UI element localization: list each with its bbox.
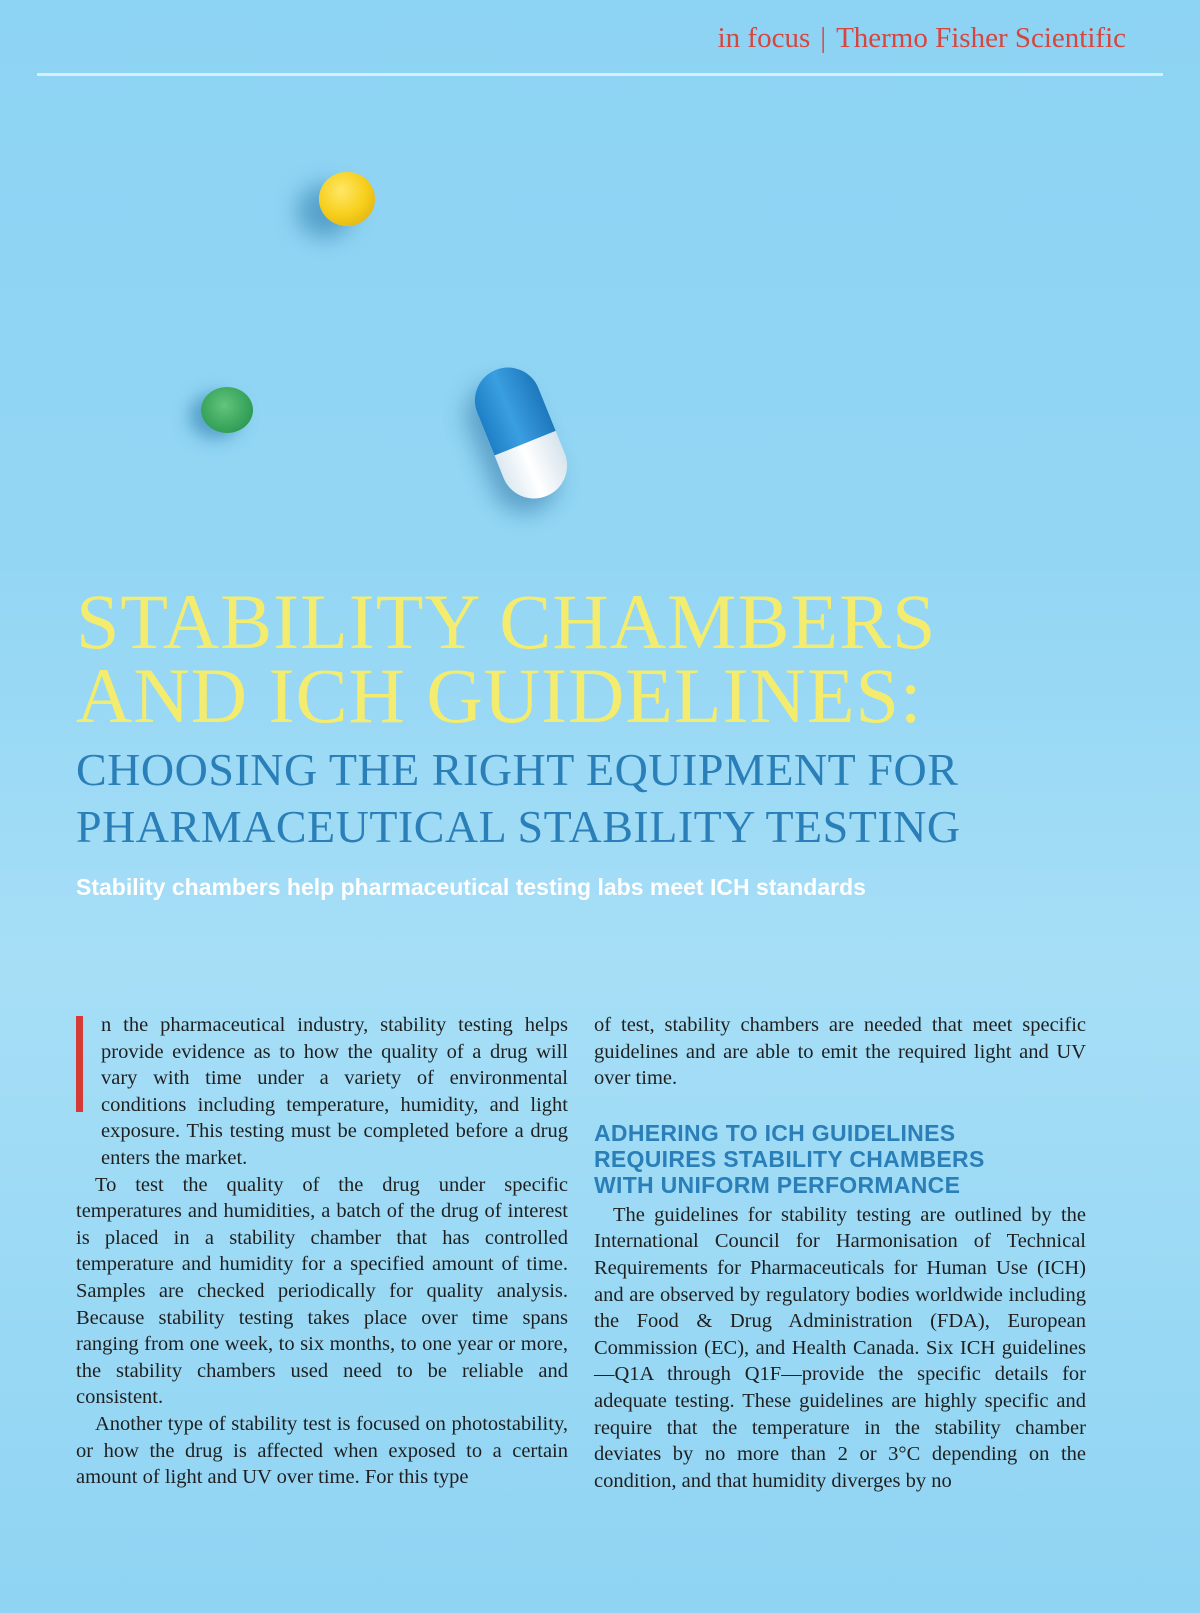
section-heading-line-1: ADHERING TO ICH GUIDELINES [594,1119,956,1146]
yellow-pill-image [319,172,375,226]
dropcap-bar [76,1016,83,1112]
running-header [718,22,1126,55]
header-rule [37,73,1163,76]
article-subtitle [76,741,961,855]
green-pill-image [201,387,253,433]
header-company: Thermo Fisher Scientific [836,22,1126,54]
body-column-right [594,1012,1086,1494]
capsule-image [465,358,577,509]
subtitle-line-1: CHOOSING THE RIGHT EQUIPMENT FOR [76,744,959,795]
section-heading-line-2: REQUIRES STABILITY CHAMBERS [594,1145,985,1172]
body-column-left [76,1012,568,1491]
subtitle-line-2: PHARMACEUTICAL STABILITY TESTING [76,801,961,852]
paragraph-1 [76,1012,568,1172]
paragraph-4: of test, stability chambers are needed that meet specific guidelines and are able to emit the required light and UV over time. [594,1014,1086,1090]
title-line-1: STABILITY CHAMBERS [76,578,937,665]
paragraph-3: Another type of stability test is focused on photostability, or how the drug is affected when exposed to a certain amount of light and UV over time. For this type [76,1412,568,1489]
header-separator: | [820,22,827,54]
paragraph-5: The guidelines for stability testing are outlined by the International Council for Harmonisation of Technical Requirements for Pharmaceuticals for Human Use (ICH) and are observed by regulatory bodies worldwide including the Food & Drug Administration (FDA), European Commission (EC), and Health Canada. Six ICH guidelines—Q1A through Q1F—provide the specific details for adequate testing. These guidelines are highly specific and require that the temperature in the stability chamber deviates by no more than 2 or 3°C depending on the condition, and that humidity diverges by no [594,1203,1086,1492]
header-section: in focus [717,22,811,54]
article-dek: Stability chambers help pharmaceutical testing labs meet ICH standards [76,874,866,900]
paragraph-1-text: n the pharmaceutical industry, stability testing helps provide evidence as to how the quality of a drug will vary with time under a variety of environmental conditions including temperature, humidity, and light exposure. This testing must be completed before a drug enters the market. [101,1014,568,1169]
article-title [76,578,937,739]
section-heading [594,1120,1086,1198]
title-line-2: AND ICH GUIDELINES: [76,652,923,739]
paragraph-2: To test the quality of the drug under specific temperatures and humidities, a batch of the drug of interest is placed in a stability chamber that has controlled temperature and humidity for a specified amount of time. Samples are checked periodically for quality analysis. Because stability testing takes place over time spans ranging from one week, to six months, to one year or more, the stability chambers used need to be reliable and consistent. [76,1173,568,1409]
section-heading-line-3: WITH UNIFORM PERFORMANCE [594,1171,961,1198]
